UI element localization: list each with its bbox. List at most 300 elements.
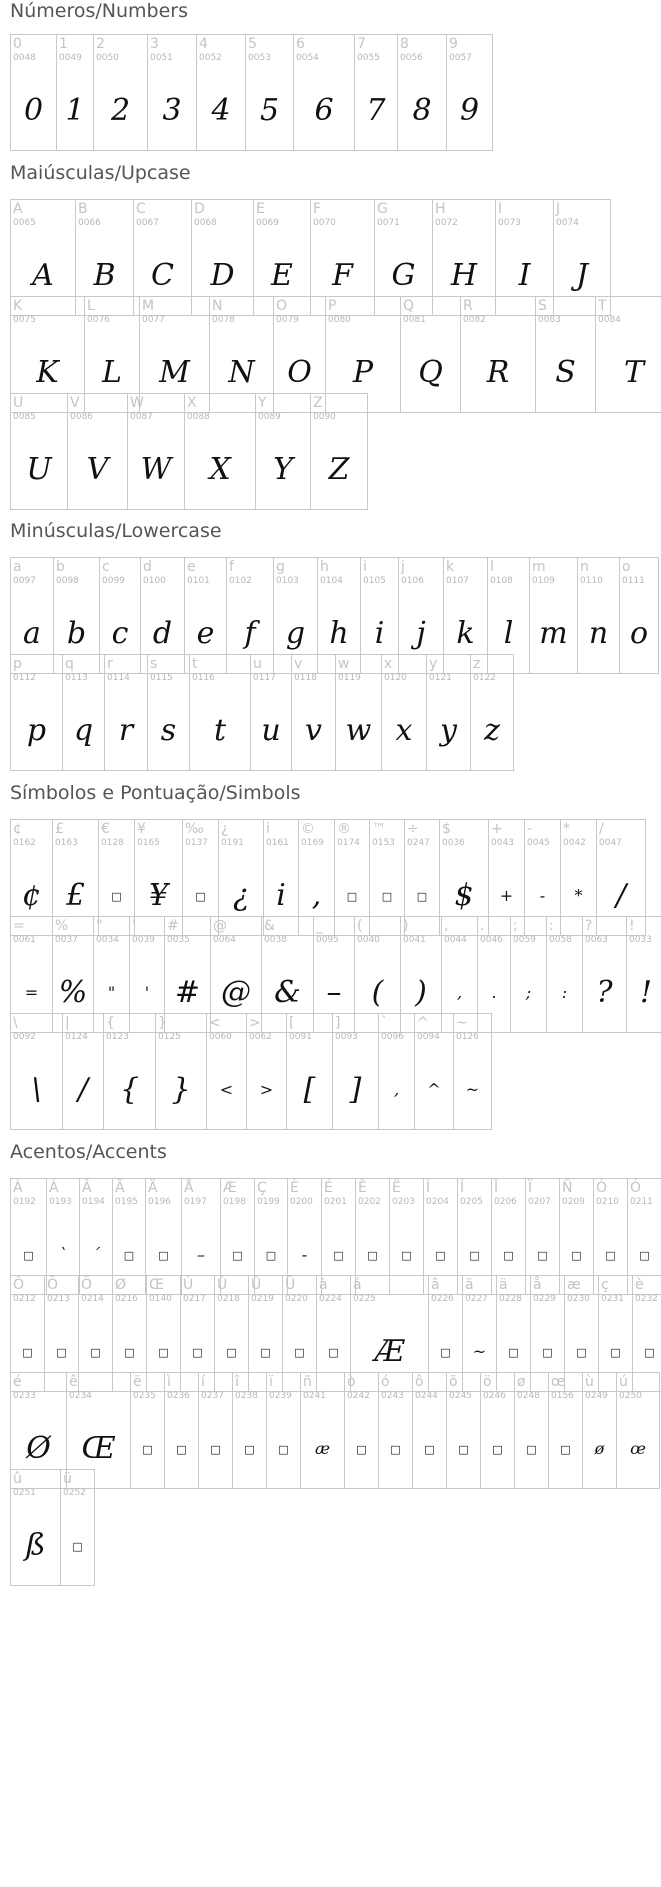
character-code: 0128: [101, 838, 124, 848]
character-label: w: [338, 656, 350, 672]
character-code: 0247: [407, 838, 430, 848]
glyph-cell[interactable]: [414, 1013, 454, 1130]
glyph-cell[interactable]: [127, 393, 185, 510]
character-label: x: [384, 656, 393, 672]
character-label: T: [598, 298, 607, 314]
character-label: 8: [400, 36, 409, 52]
glyph-sample: `: [59, 1245, 67, 1264]
character-label: c: [102, 559, 110, 575]
character-code: 0242: [347, 1391, 370, 1401]
glyph-cell[interactable]: [514, 1372, 549, 1489]
character-code: 0055: [357, 53, 380, 63]
character-code: 0093: [335, 1032, 358, 1042]
character-code: 0194: [82, 1197, 105, 1207]
glyph-sample: L: [102, 355, 122, 390]
glyph-cell[interactable]: [286, 1013, 333, 1130]
glyph-cell[interactable]: [510, 916, 547, 1033]
glyph-cell[interactable]: [453, 1013, 492, 1130]
glyph-sample: :: [561, 983, 568, 1002]
glyph-sample: 9: [459, 93, 480, 128]
character-label: È: [290, 1180, 299, 1196]
character-code: 0043: [491, 838, 514, 848]
character-label: 1: [59, 36, 68, 52]
character-label: À: [13, 1180, 23, 1196]
glyph-cell[interactable]: [60, 1469, 95, 1586]
glyph-sample: ): [415, 975, 427, 1010]
character-code: 0125: [158, 1032, 181, 1042]
glyph-cell[interactable]: [426, 654, 471, 771]
character-label: ã: [465, 1277, 474, 1293]
character-code: 0052: [199, 53, 222, 63]
character-code: 0122: [473, 673, 496, 683]
character-label: ~: [456, 1015, 468, 1031]
glyph-sample: □: [278, 1442, 289, 1456]
character-code: 0216: [115, 1294, 138, 1304]
character-code: 0085: [13, 412, 36, 422]
glyph-sample: p: [26, 713, 47, 748]
glyph-sample: □: [458, 1442, 469, 1456]
glyph-sample: ¿: [232, 878, 250, 913]
character-code: 0035: [167, 935, 190, 945]
character-label: Å: [184, 1180, 194, 1196]
character-label: }: [158, 1015, 167, 1031]
glyph-sample: q: [73, 713, 94, 748]
glyph-sample: 0: [23, 93, 44, 128]
character-code: 0114: [107, 673, 130, 683]
glyph-sample: □: [346, 889, 358, 903]
character-label: t: [192, 656, 198, 672]
character-label: 4: [199, 36, 208, 52]
section-title: Números/Numbers: [10, 0, 188, 22]
character-code: 0126: [456, 1032, 479, 1042]
character-label: Ì: [426, 1180, 431, 1196]
character-code: 0056: [400, 53, 423, 63]
glyph-sample: o: [629, 616, 649, 651]
character-code: 0224: [319, 1294, 342, 1304]
glyph-cell[interactable]: [470, 654, 514, 771]
glyph-cell[interactable]: [67, 393, 128, 510]
glyph-cell[interactable]: [10, 34, 57, 151]
glyph-cell[interactable]: [378, 1013, 415, 1130]
glyph-cell[interactable]: [198, 1372, 233, 1489]
character-label: ‰: [185, 821, 204, 837]
character-code: 0204: [426, 1197, 449, 1207]
character-code: 0156: [551, 1391, 574, 1401]
glyph-sample: +: [499, 886, 514, 905]
character-label: -: [527, 821, 533, 837]
character-label: |: [65, 1015, 70, 1031]
glyph-sample: r: [118, 713, 134, 748]
character-code: 0161: [266, 838, 289, 848]
glyph-cell[interactable]: [529, 557, 578, 674]
character-label: p: [13, 656, 22, 672]
glyph-sample: ¥: [148, 878, 169, 913]
glyph-sample: [: [303, 1072, 316, 1107]
character-label: B: [78, 201, 88, 217]
character-code: 0088: [187, 412, 210, 422]
glyph-cell[interactable]: [626, 916, 661, 1033]
glyph-sample: 4: [211, 93, 231, 128]
character-label: £: [55, 821, 64, 837]
character-label: ç: [601, 1277, 609, 1293]
glyph-sample: d: [152, 616, 173, 651]
glyph-sample: □: [639, 1248, 650, 1262]
character-code: 0047: [599, 838, 622, 848]
character-label: Ô: [13, 1277, 25, 1293]
character-code: 0165: [137, 838, 160, 848]
glyph-sample: □: [232, 1248, 243, 1262]
glyph-cell[interactable]: [354, 34, 398, 151]
character-code: 0037: [55, 935, 78, 945]
character-label: Á: [49, 1180, 59, 1196]
character-label: <: [209, 1015, 221, 1031]
character-label: ë: [133, 1374, 142, 1390]
glyph-cell[interactable]: [378, 1372, 413, 1489]
character-label: ÷: [407, 821, 419, 837]
glyph-sample: M: [159, 355, 190, 390]
glyph-cell[interactable]: [446, 34, 493, 151]
character-code: 0090: [313, 412, 336, 422]
character-label: +: [491, 821, 503, 837]
character-code: 0101: [187, 576, 210, 586]
glyph-sample: (: [371, 975, 384, 1010]
character-code: 0080: [328, 315, 351, 325]
character-label: N: [212, 298, 223, 314]
character-code: 0059: [513, 935, 536, 945]
glyph-sample: Q: [418, 355, 443, 390]
glyph-sample: □: [328, 1345, 339, 1359]
character-code: 0083: [538, 315, 561, 325]
glyph-cell[interactable]: [595, 296, 661, 413]
glyph-sample: V: [86, 452, 109, 487]
character-label: {: [106, 1015, 115, 1031]
character-label: Ë: [392, 1180, 401, 1196]
glyph-sample: □: [22, 1345, 33, 1359]
character-label: Ç: [257, 1180, 267, 1196]
character-label: â: [431, 1277, 440, 1293]
glyph-sample: □: [244, 1442, 255, 1456]
character-code: 0228: [499, 1294, 522, 1304]
character-label: Û: [251, 1277, 262, 1293]
glyph-cell[interactable]: [103, 1013, 156, 1130]
character-label: ö: [483, 1374, 492, 1390]
character-label: 2: [96, 36, 105, 52]
glyph-sample: 1: [65, 93, 85, 128]
glyph-cell[interactable]: [246, 1013, 287, 1130]
glyph-sample: □: [381, 889, 393, 903]
glyph-cell[interactable]: [184, 393, 256, 510]
glyph-sample: k: [456, 616, 475, 651]
character-code: 0169: [301, 838, 324, 848]
glyph-cell[interactable]: [147, 34, 197, 151]
glyph-sample: /: [77, 1072, 89, 1107]
glyph-sample: u: [261, 713, 281, 748]
character-label: 3: [150, 36, 159, 52]
character-label: &: [264, 918, 275, 934]
character-label: (: [357, 918, 363, 934]
glyph-sample: y: [440, 713, 457, 748]
character-code: 0124: [65, 1032, 88, 1042]
character-code: 0065: [13, 218, 36, 228]
glyph-cell[interactable]: [400, 296, 461, 413]
character-label: s: [150, 656, 158, 672]
character-code: 0103: [276, 576, 299, 586]
character-label: ": [96, 918, 103, 934]
glyph-cell[interactable]: [206, 1013, 247, 1130]
character-label: Ã: [115, 1180, 125, 1196]
glyph-cell[interactable]: [255, 393, 311, 510]
glyph-sample: –: [326, 975, 342, 1010]
character-label: %: [55, 918, 69, 934]
glyph-cell[interactable]: [310, 393, 368, 510]
glyph-cell[interactable]: [335, 654, 382, 771]
glyph-cell[interactable]: [232, 1372, 267, 1489]
character-code: 0232: [635, 1294, 658, 1304]
character-code: 0057: [449, 53, 472, 63]
character-code: 0110: [580, 576, 603, 586]
character-code: 0193: [49, 1197, 72, 1207]
glyph-cell[interactable]: [446, 1372, 481, 1489]
glyph-cell[interactable]: [10, 393, 68, 510]
glyph-sample: ß: [25, 1528, 46, 1563]
glyph-sample: ¢: [21, 878, 42, 913]
glyph-cell[interactable]: [291, 654, 336, 771]
glyph-cell[interactable]: [582, 1372, 617, 1489]
character-label: :: [549, 918, 554, 934]
glyph-cell[interactable]: [616, 1372, 660, 1489]
glyph-sample: c: [111, 616, 129, 651]
character-label: ä: [499, 1277, 508, 1293]
glyph-row: [10, 34, 492, 151]
character-label: u: [253, 656, 262, 672]
character-code: 0218: [217, 1294, 240, 1304]
character-code: 0214: [81, 1294, 104, 1304]
character-label: K: [13, 298, 23, 314]
character-label: A: [13, 201, 23, 217]
glyph-cell[interactable]: [460, 296, 536, 413]
glyph-sample: t: [213, 713, 227, 748]
glyph-cell[interactable]: [300, 1372, 345, 1489]
character-code: 0225: [353, 1294, 376, 1304]
glyph-cell[interactable]: [10, 1013, 63, 1130]
character-code: 0051: [150, 53, 173, 63]
character-label: C: [136, 201, 146, 217]
character-label: ñ: [303, 1374, 312, 1390]
character-label: ^: [417, 1015, 429, 1031]
glyph-cell[interactable]: [332, 1013, 379, 1130]
character-code: 0212: [13, 1294, 36, 1304]
glyph-cell[interactable]: [147, 654, 190, 771]
glyph-row: [10, 1013, 491, 1130]
character-label: Œ: [149, 1277, 164, 1293]
character-code: 0251: [13, 1488, 36, 1498]
character-label: Â: [82, 1180, 92, 1196]
glyph-sample: □: [195, 889, 206, 903]
character-label: æ: [567, 1277, 581, 1293]
character-label: M: [142, 298, 155, 314]
character-code: 0038: [264, 935, 287, 945]
character-code: 0248: [517, 1391, 540, 1401]
character-code: 0217: [183, 1294, 206, 1304]
glyph-cell[interactable]: [546, 916, 583, 1033]
character-label: Ü: [285, 1277, 296, 1293]
character-code: 0226: [431, 1294, 454, 1304]
glyph-cell[interactable]: [130, 1372, 165, 1489]
glyph-sample: e: [196, 616, 215, 651]
character-code: 0241: [303, 1391, 326, 1401]
character-label: g: [276, 559, 285, 575]
character-label: Ï: [528, 1180, 533, 1196]
glyph-cell[interactable]: [548, 1372, 583, 1489]
character-code: 0099: [102, 576, 125, 586]
glyph-cell[interactable]: [412, 1372, 447, 1489]
glyph-sample: n: [588, 616, 609, 651]
character-code: 0075: [13, 315, 36, 325]
character-code: 0086: [70, 412, 93, 422]
glyph-sample: □: [226, 1345, 237, 1359]
character-label: h: [320, 559, 329, 575]
character-code: 0033: [629, 935, 652, 945]
character-code: 0205: [460, 1197, 483, 1207]
glyph-cell[interactable]: [62, 1013, 104, 1130]
character-code: 0174: [337, 838, 360, 848]
glyph-cell[interactable]: [245, 34, 294, 151]
character-label: #: [167, 918, 179, 934]
glyph-cell[interactable]: [293, 34, 355, 151]
character-code: 0238: [235, 1391, 258, 1401]
glyph-sample: □: [644, 1345, 655, 1359]
glyph-sample: □: [90, 1345, 101, 1359]
character-label: _: [316, 918, 323, 934]
section-title: Acentos/Accents: [10, 1141, 167, 1163]
glyph-cell[interactable]: [266, 1372, 301, 1489]
glyph-cell[interactable]: [577, 557, 620, 674]
glyph-cell[interactable]: [619, 557, 659, 674]
character-label: œ: [551, 1374, 566, 1390]
character-code: 0077: [142, 315, 165, 325]
glyph-sample: □: [401, 1248, 412, 1262]
character-code: 0095: [316, 935, 339, 945]
character-label: >: [249, 1015, 261, 1031]
character-code: 0070: [313, 218, 336, 228]
character-label: Í: [460, 1180, 465, 1196]
glyph-sample: a: [23, 616, 41, 651]
character-code: 0068: [194, 218, 217, 228]
glyph-sample: □: [142, 1442, 153, 1456]
glyph-cell[interactable]: [250, 654, 292, 771]
character-code: 0206: [494, 1197, 517, 1207]
glyph-cell[interactable]: [196, 34, 246, 151]
glyph-sample: .: [491, 983, 497, 1002]
glyph-cell[interactable]: [582, 916, 627, 1033]
glyph-cell[interactable]: [62, 654, 105, 771]
character-code: 0084: [598, 315, 621, 325]
glyph-cell[interactable]: [10, 1469, 61, 1586]
glyph-cell[interactable]: [104, 654, 148, 771]
glyph-sample: F: [332, 258, 353, 293]
character-code: 0230: [567, 1294, 590, 1304]
character-label: Î: [494, 1180, 499, 1196]
character-label: 9: [449, 36, 458, 52]
character-label: ¢: [13, 821, 22, 837]
character-code: 0236: [167, 1391, 190, 1401]
character-code: 0069: [256, 218, 279, 228]
character-code: 0203: [392, 1197, 415, 1207]
glyph-cell[interactable]: [344, 1372, 379, 1489]
character-code: 0233: [13, 1391, 36, 1401]
glyph-sample: □: [265, 1248, 277, 1262]
character-code: 0104: [320, 576, 343, 586]
glyph-sample: R: [486, 355, 510, 390]
glyph-cell[interactable]: [189, 654, 251, 771]
character-label: ¥: [137, 821, 146, 837]
character-code: 0112: [13, 673, 36, 683]
glyph-sample: □: [537, 1248, 548, 1262]
glyph-cell[interactable]: [10, 654, 63, 771]
character-label: E: [256, 201, 265, 217]
character-label: G: [377, 201, 388, 217]
character-code: 0229: [533, 1294, 556, 1304]
glyph-row: [10, 1469, 94, 1586]
character-label: ¿: [221, 821, 229, 837]
character-code: 0235: [133, 1391, 156, 1401]
character-label: Õ: [47, 1277, 59, 1293]
glyph-cell[interactable]: [164, 1372, 199, 1489]
glyph-cell[interactable]: [397, 34, 447, 151]
character-code: 0061: [13, 935, 36, 945]
glyph-cell[interactable]: [93, 34, 148, 151]
glyph-cell[interactable]: [381, 654, 427, 771]
glyph-sample: 6: [314, 93, 334, 128]
character-label: V: [70, 395, 80, 411]
character-label: /: [599, 821, 604, 837]
glyph-sample: H: [450, 258, 478, 293]
character-label: É: [324, 1180, 333, 1196]
character-label: H: [435, 201, 446, 217]
glyph-sample: Œ: [81, 1431, 116, 1466]
glyph-sample: b: [66, 616, 87, 651]
character-code: 0036: [442, 838, 465, 848]
character-code: 0053: [248, 53, 271, 63]
glyph-sample: U: [26, 452, 52, 487]
character-code: 0195: [115, 1197, 138, 1207]
character-label: 0: [13, 36, 22, 52]
glyph-sample: □: [503, 1248, 514, 1262]
character-label: Y: [258, 395, 267, 411]
character-label: Ö: [81, 1277, 93, 1293]
character-label: l: [490, 559, 494, 575]
character-label: Æ: [223, 1180, 237, 1196]
glyph-cell[interactable]: [56, 34, 94, 151]
glyph-sample: i: [276, 878, 286, 913]
glyph-cell[interactable]: [480, 1372, 515, 1489]
glyph-sample: ,: [311, 878, 322, 913]
glyph-sample: ": [107, 983, 116, 1002]
glyph-sample: O: [287, 355, 312, 390]
character-label: Ó: [630, 1180, 642, 1196]
character-code: 0115: [150, 673, 173, 683]
character-label: 7: [357, 36, 366, 52]
character-code: 0207: [528, 1197, 551, 1207]
character-code: 0234: [69, 1391, 92, 1401]
glyph-cell[interactable]: [535, 296, 596, 413]
character-code: 0113: [65, 673, 88, 683]
character-label: y: [429, 656, 438, 672]
character-code: 0062: [249, 1032, 272, 1042]
glyph-cell[interactable]: [155, 1013, 207, 1130]
glyph-sample: }: [171, 1072, 191, 1107]
glyph-sample: #: [174, 975, 201, 1010]
